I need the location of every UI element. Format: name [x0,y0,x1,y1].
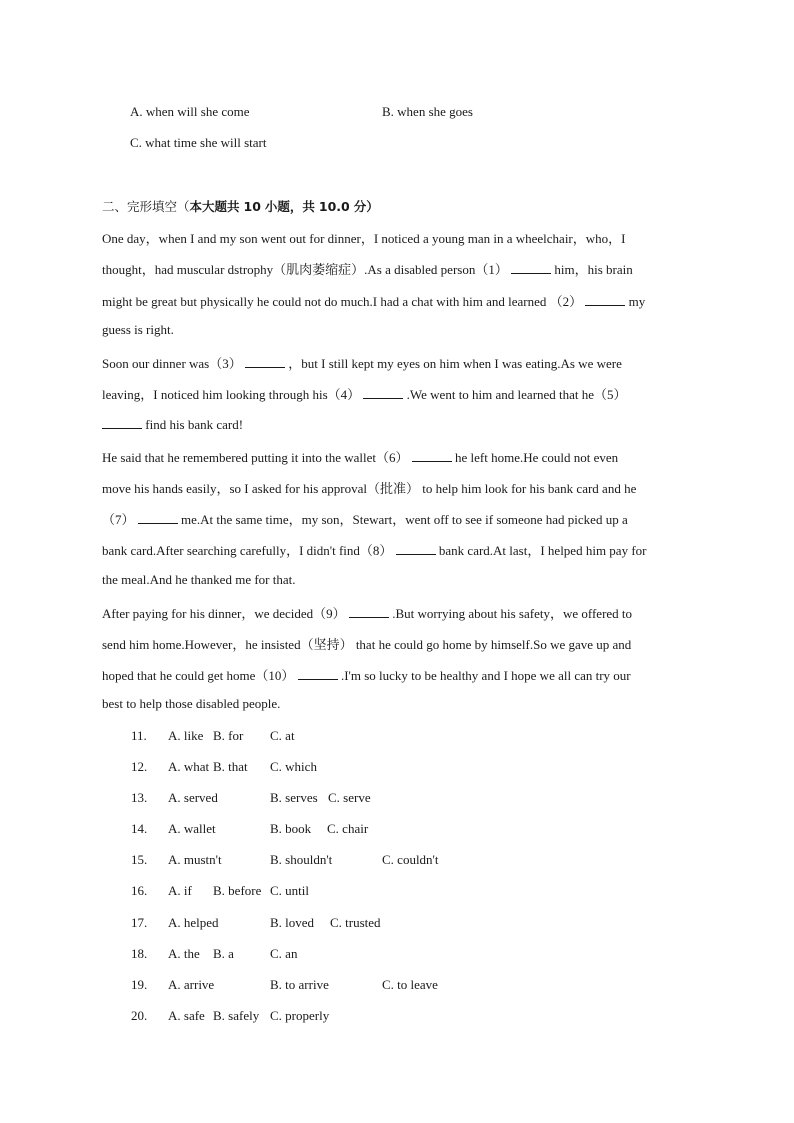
blank-4 [363,386,403,399]
section-title-prefix: 二、完形填空（ [102,199,190,214]
passage-text: Soon our dinner was（3） [102,356,242,371]
prev-option-b: B. when she goes [382,104,473,119]
passage-line-7 [102,416,243,433]
blank-3 [245,355,285,368]
passage-line-5 [102,353,622,372]
blank-1 [511,261,551,274]
passage-line-12: the meal.And he thanked me for that. [102,572,296,587]
passage-line-2 [102,259,633,278]
passage-line-8 [102,447,618,466]
option-a: A. safe [168,1008,205,1023]
passage-text: bank card.At last，I helped him pay for [438,543,647,558]
passage-text: my [628,294,646,309]
question-number: 17. [131,915,148,930]
passage-text: ，but I still kept my eyes on him when I was eating.As we were [288,356,622,371]
option-b: B. that [213,759,248,774]
passage-line-3 [102,291,645,310]
passage-text: leaving，I noticed him looking through his（4） [102,387,361,402]
question-number: 18. [131,946,148,961]
section-title [102,197,379,215]
passage-text: bank card.After searching carefully，I didn't find（8） [102,543,393,558]
passage-text: He said that he remembered putting it into the wallet（6） [102,450,409,465]
option-c: C. chair [327,821,369,836]
passage-text: （7） [102,512,135,527]
passage-text: .But worrying about his safety，we offered to [392,606,633,621]
option-a: A. mustn't [168,852,222,867]
option-b: B. to arrive [270,977,329,992]
passage-line-16: best to help those disabled people. [102,696,281,711]
option-b: B. shouldn't [270,852,333,867]
option-c: C. an [270,946,298,961]
blank-5 [102,416,142,429]
passage-line-10 [102,509,628,528]
option-a: A. if [168,883,192,898]
blank-9 [349,605,389,618]
option-a: A. helped [168,915,219,930]
option-c: C. which [270,759,317,774]
blank-6 [412,449,452,462]
section-title-score: 10.0 [318,199,350,214]
passage-line-13 [102,603,632,622]
question-number: 19. [131,977,148,992]
passage-text: After paying for his dinner，we decided（9） [102,606,346,621]
passage-text: might be great but physically he could not do much.I had a chat with him and learned （2） [102,294,583,309]
question-number: 14. [131,821,148,836]
option-a: A. what [168,759,210,774]
question-number: 15. [131,852,148,867]
option-a: A. arrive [168,977,215,992]
option-c: C. until [270,883,310,898]
blank-8 [396,542,436,555]
option-c: C. serve [328,790,371,805]
passage-line-15 [102,665,631,684]
passage-line-1: One day，when I and my son went out for dinner，I noticed a young man in a wheelchair，who，I [102,231,626,246]
option-c: C. couldn't [382,852,439,867]
option-a: A. served [168,790,218,805]
blank-7 [138,511,178,524]
passage-text: he left home.He could not even [455,450,619,465]
option-b: B. before [213,883,262,898]
option-b: B. book [270,821,312,836]
passage-text: hoped that he could get home（10） [102,668,295,683]
option-b: B. loved [270,915,315,930]
option-c: C. at [270,728,295,743]
passage-line-9: move his hands easily，so I asked for his approval（批准） to help him look for his bank card and he [102,481,637,496]
passage-text: him，his brain [554,262,633,277]
question-number: 20. [131,1008,148,1023]
option-b: B. for [213,728,244,743]
passage-line-6 [102,384,627,403]
passage-text: .We went to him and learned that he（5） [406,387,627,402]
prev-option-a: A. when will she come [130,104,250,119]
option-a: A. wallet [168,821,216,836]
question-number: 12. [131,759,148,774]
section-title-mid: 小题，共 [264,199,315,214]
question-number: 13. [131,790,148,805]
question-number: 16. [131,883,148,898]
option-c: C. to leave [382,977,438,992]
passage-text: find his bank card! [145,417,244,432]
section-title-count-label: 本大题共 [189,199,240,214]
option-c: C. properly [270,1008,330,1023]
passage-text: thought，had muscular dstrophy（肌肉萎缩症）.As a disabled person（1） [102,262,508,277]
passage-text: me.At the same time，my son，Stewart，went off to see if someone had picked up a [181,512,628,527]
passage-text: .I'm so lucky to be healthy and I hope we all can try our [340,668,631,683]
blank-2 [585,293,625,306]
section-title-count: 10 [243,199,261,214]
question-number: 11. [131,728,147,743]
option-b: B. a [213,946,234,961]
option-c: C. trusted [330,915,381,930]
passage-line-4: guess is right. [102,322,174,337]
section-title-suffix: 分） [353,199,379,214]
passage-line-11 [102,540,646,559]
blank-10 [298,667,338,680]
option-b: B. serves [270,790,318,805]
prev-option-c: C. what time she will start [130,135,267,150]
passage-line-14: send him home.However，he insisted（坚持） that he could go home by himself.So we gave up and [102,637,632,652]
option-a: A. the [168,946,200,961]
option-b: B. safely [213,1008,260,1023]
option-a: A. like [168,728,204,743]
